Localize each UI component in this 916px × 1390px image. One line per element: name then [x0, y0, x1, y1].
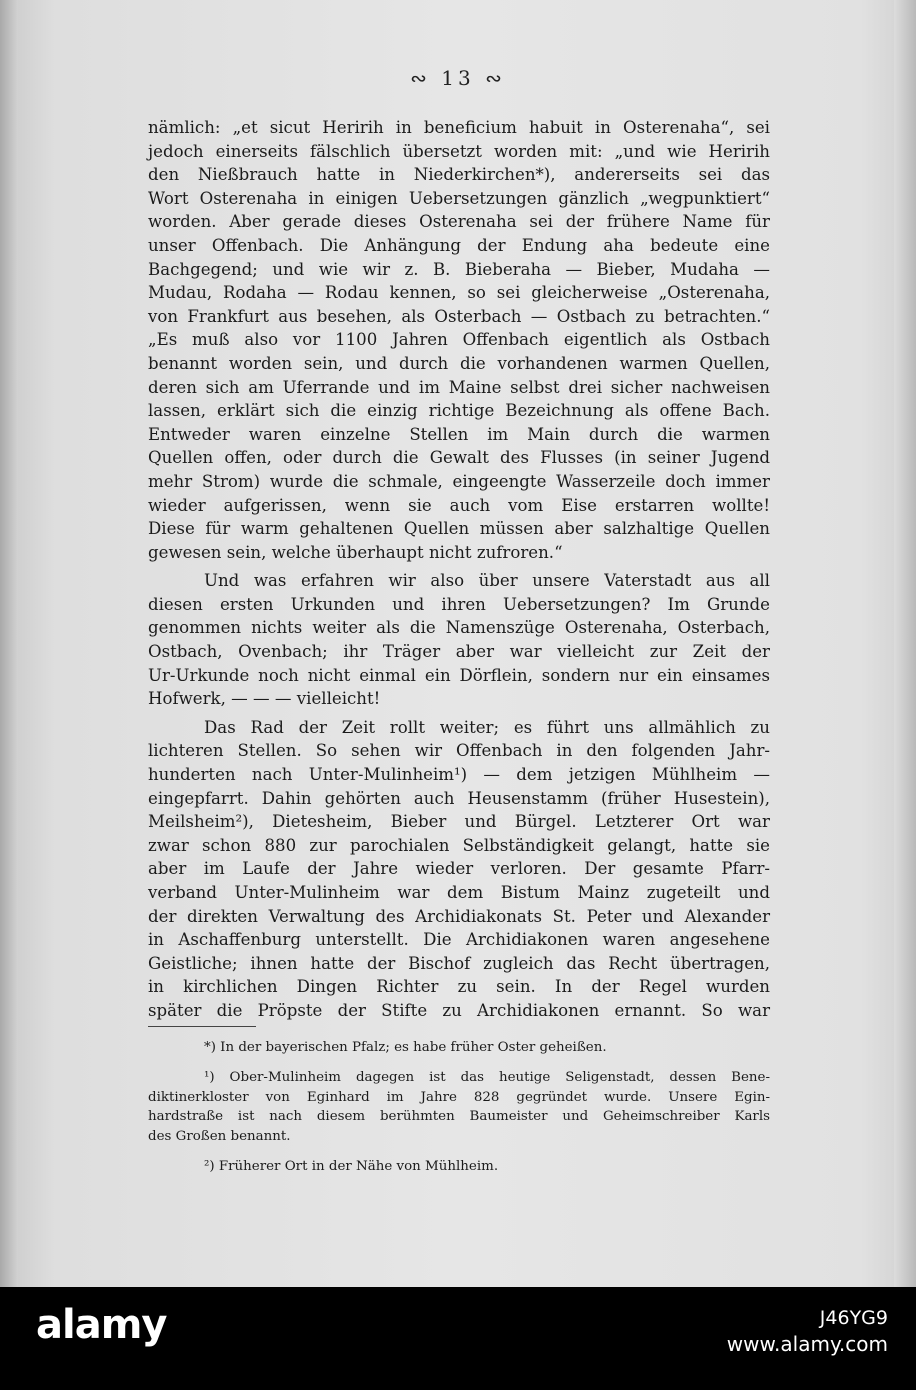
page-edge-left: [0, 0, 18, 1287]
text-line: diesen ersten Urkunden und ihren Uebersetzungen? Im Grunde: [148, 594, 770, 614]
text-line: genommen nichts weiter als die Namenszüge Osterenaha, Osterbach,: [148, 618, 770, 638]
text-line: hunderten nach Unter-Mulinheim¹) — dem jetzigen Mühlheim —: [148, 765, 770, 785]
text-line: Mudau, Rodaha — Rodau kennen, so sei gleicherweise „Osterenaha,: [148, 283, 770, 303]
footnote-1-line: ¹) Ober-Mulinheim dagegen ist das heutige Seligenstadt, dessen Bene-: [204, 1070, 770, 1086]
footnote-star: *) In der bayerischen Pfalz; es habe früher Oster geheißen.: [204, 1040, 607, 1055]
text-line: wieder aufgerissen, wenn sie auch vom Eise erstarren wollte!: [148, 495, 770, 515]
footnote-1-line: diktinerkloster von Eginhard im Jahre 828 gegründet wurde. Unsere Egin-: [148, 1089, 770, 1105]
alamy-logo: alamy: [36, 1302, 167, 1348]
text-line: von Frankfurt aus besehen, als Osterbach — Ostbach zu betrachten.“: [148, 306, 770, 326]
text-line: Wort Osterenaha in einigen Uebersetzungen gänzlich „wegpunktiert“: [148, 188, 770, 208]
text-line: später die Pröpste der Stifte zu Archidiakonen ernannt. So war: [148, 1000, 770, 1020]
watermark-info: [727, 1305, 888, 1357]
text-line: Ur-Urkunde noch nicht einmal ein Dörflein, sondern nur ein einsames: [148, 665, 770, 685]
footnote-1-line: hardstraße ist nach diesem berühmten Baumeister und Geheimschreiber Karls: [148, 1109, 770, 1125]
text-line: Geistliche; ihnen hatte der Bischof zugleich das Recht übertragen,: [148, 953, 770, 973]
text-line: Bachgegend; und wie wir z. B. Bieberaha — Bieber, Mudaha —: [148, 259, 770, 279]
text-line: lassen, erklärt sich die einzig richtige Bezeichnung als offene Bach.: [148, 401, 770, 421]
text-line: deren sich am Uferrande und im Maine selbst drei sicher nachweisen: [148, 377, 770, 397]
text-line: benannt worden sein, und durch die vorhandenen warmen Quellen,: [148, 353, 770, 373]
text-line: Diese für warm gehaltenen Quellen müssen aber salzhaltige Quellen: [148, 519, 770, 539]
image-id: J46YG9: [819, 1307, 888, 1329]
text-line: eingepfarrt. Dahin gehörten auch Heusenstamm (früher Husestein),: [148, 788, 770, 808]
footnotes: [148, 1038, 770, 1176]
text-line: mehr Strom) wurde die schmale, eingeengte Wasserzeile doch immer: [148, 471, 770, 491]
body-text: [148, 116, 770, 1023]
footnote-divider: [148, 1026, 256, 1027]
text-line: aber im Laufe der Jahre wieder verloren. Der gesamte Pfarr-: [148, 859, 770, 879]
text-line: Entweder waren einzelne Stellen im Main durch die warmen: [148, 424, 770, 444]
text-line: Das Rad der Zeit rollt weiter; es führt uns allmählich zu: [204, 717, 770, 737]
text-line: Meilsheim²), Dietesheim, Bieber und Bürgel. Letzterer Ort war: [148, 812, 770, 832]
footnote-1-line: des Großen benannt.: [148, 1128, 291, 1144]
text-line: lichteren Stellen. So sehen wir Offenbach in den folgenden Jahr-: [148, 741, 770, 761]
text-line: unser Offenbach. Die Anhängung der Endung aha bedeute eine: [148, 235, 770, 255]
text-line: zwar schon 880 zur parochialen Selbständigkeit gelangt, hatte sie: [148, 835, 770, 855]
text-line: Hofwerk, — — — vielleicht!: [148, 689, 381, 709]
text-line: der direkten Verwaltung des Archidiakonats St. Peter und Alexander: [148, 906, 770, 926]
text-line: nämlich: „et sicut Heririh in beneficium habuit in Osterenaha“, sei: [148, 118, 770, 137]
text-line: den Nießbrauch hatte in Niederkirchen*), andererseits sei das: [148, 165, 770, 185]
watermark-url: www.alamy.com: [726, 1332, 888, 1356]
text-line: verband Unter-Mulinheim war dem Bistum Mainz zugeteilt und: [148, 883, 770, 902]
footnote-2: ²) Früherer Ort in der Nähe von Mühlheim.: [204, 1159, 499, 1175]
text-line: in Aschaffenburg unterstellt. Die Archidiakonen waren angesehene: [148, 930, 770, 950]
text-line: „Es muß also vor 1100 Jahren Offenbach eigentlich als Ostbach: [148, 330, 770, 350]
text-line: Quellen offen, oder durch die Gewalt des Flusses (in seiner Jugend: [148, 448, 770, 468]
text-line: gewesen sein, welche überhaupt nicht zufroren.“: [148, 542, 563, 562]
text-line: in kirchlichen Dingen Richter zu sein. In der Regel wurden: [148, 977, 770, 997]
text-line: Und was erfahren wir also über unsere Vaterstadt aus all: [204, 571, 770, 591]
page-number: ∾ 13 ∾: [410, 66, 506, 90]
text-line: Ostbach, Ovenbach; ihr Träger aber war vielleicht zur Zeit der: [148, 642, 770, 662]
text-line: jedoch einerseits fälschlich übersetzt worden mit: „und wie Heririh: [148, 141, 770, 161]
page-edge-right: [894, 0, 916, 1287]
text-line: worden. Aber gerade dieses Osterenaha sei der frühere Name für: [148, 212, 770, 232]
